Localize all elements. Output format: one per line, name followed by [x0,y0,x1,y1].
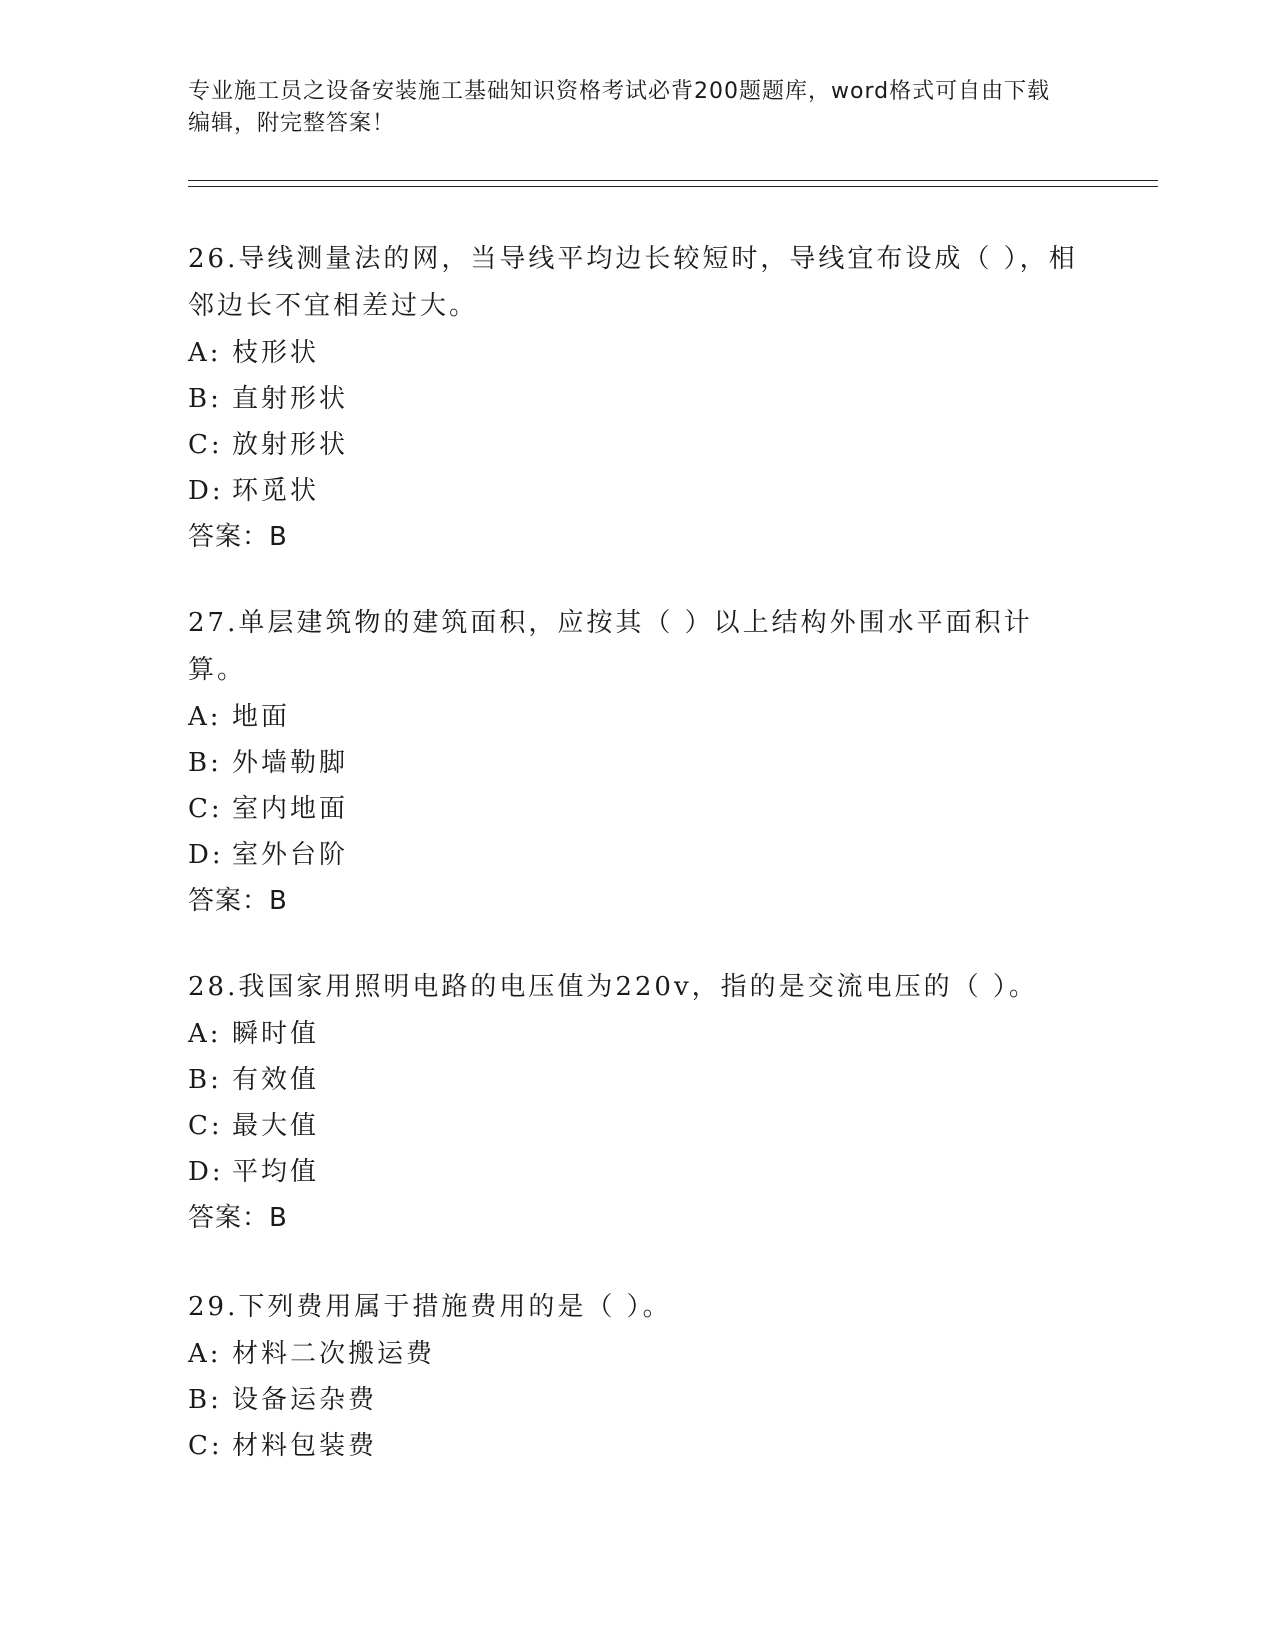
question-stem: 28.我国家用照明电路的电压值为220v，指的是交流电压的（ ）。 [188,972,1038,1002]
option-label: A: [188,1339,222,1369]
option-b [188,1057,1088,1103]
option-label: D: [188,840,224,870]
option-text: 环觅状 [232,476,320,506]
question-26 [188,236,1088,560]
answer-line: 答案：B [188,886,288,916]
option-text: 平均值 [232,1157,320,1187]
option-a [188,1331,1088,1377]
option-label: D: [188,476,224,506]
header-divider-bottom [188,186,1158,187]
option-label: D: [188,1157,224,1187]
option-text: 设备运杂费 [232,1385,378,1415]
option-text: 地面 [232,702,291,732]
option-a [188,330,1088,376]
option-c [188,1423,1088,1469]
option-d [188,832,1088,878]
option-a [188,1011,1088,1057]
option-b [188,1377,1088,1423]
option-label: C: [188,1431,223,1461]
header-divider-top [188,180,1158,181]
question-stem: 27.单层建筑物的建筑面积，应按其（ ）以上结构外围水平面积计算。 [188,608,1033,685]
option-label: A: [188,1019,222,1049]
question-29 [188,1284,1088,1469]
document-header: 专业施工员之设备安装施工基础知识资格考试必背200题题库，word格式可自由下载编辑，附完整答案！ [188,79,1051,136]
option-label: B: [188,1385,222,1415]
option-d [188,1149,1088,1195]
question-stem: 26.导线测量法的网，当导线平均边长较短时，导线宜布设成（ ），相邻边长不宜相差过大。 [188,244,1078,321]
option-label: A: [188,338,222,368]
option-label: B: [188,384,222,414]
option-c [188,422,1088,468]
option-b [188,376,1088,422]
option-text: 室内地面 [232,794,349,824]
question-28 [188,964,1088,1241]
option-text: 瞬时值 [232,1019,320,1049]
option-c [188,1103,1088,1149]
option-text: 放射形状 [232,430,349,460]
answer-line: 答案：B [188,522,288,552]
option-label: C: [188,1111,223,1141]
answer-line: 答案：B [188,1203,288,1233]
question-stem: 29.下列费用属于措施费用的是（ ）。 [188,1292,672,1322]
option-b [188,740,1088,786]
question-27 [188,600,1088,924]
option-d [188,468,1088,514]
option-label: B: [188,1065,222,1095]
option-label: B: [188,748,222,778]
option-label: A: [188,702,222,732]
option-text: 直射形状 [232,384,349,414]
option-label: C: [188,794,223,824]
option-label: C: [188,430,223,460]
option-text: 枝形状 [232,338,320,368]
option-text: 材料二次搬运费 [232,1339,436,1369]
option-c [188,786,1088,832]
option-text: 材料包装费 [232,1431,378,1461]
option-text: 有效值 [232,1065,320,1095]
option-text: 室外台阶 [232,840,349,870]
option-text: 最大值 [232,1111,320,1141]
option-text: 外墙勒脚 [232,748,349,778]
option-a [188,694,1088,740]
